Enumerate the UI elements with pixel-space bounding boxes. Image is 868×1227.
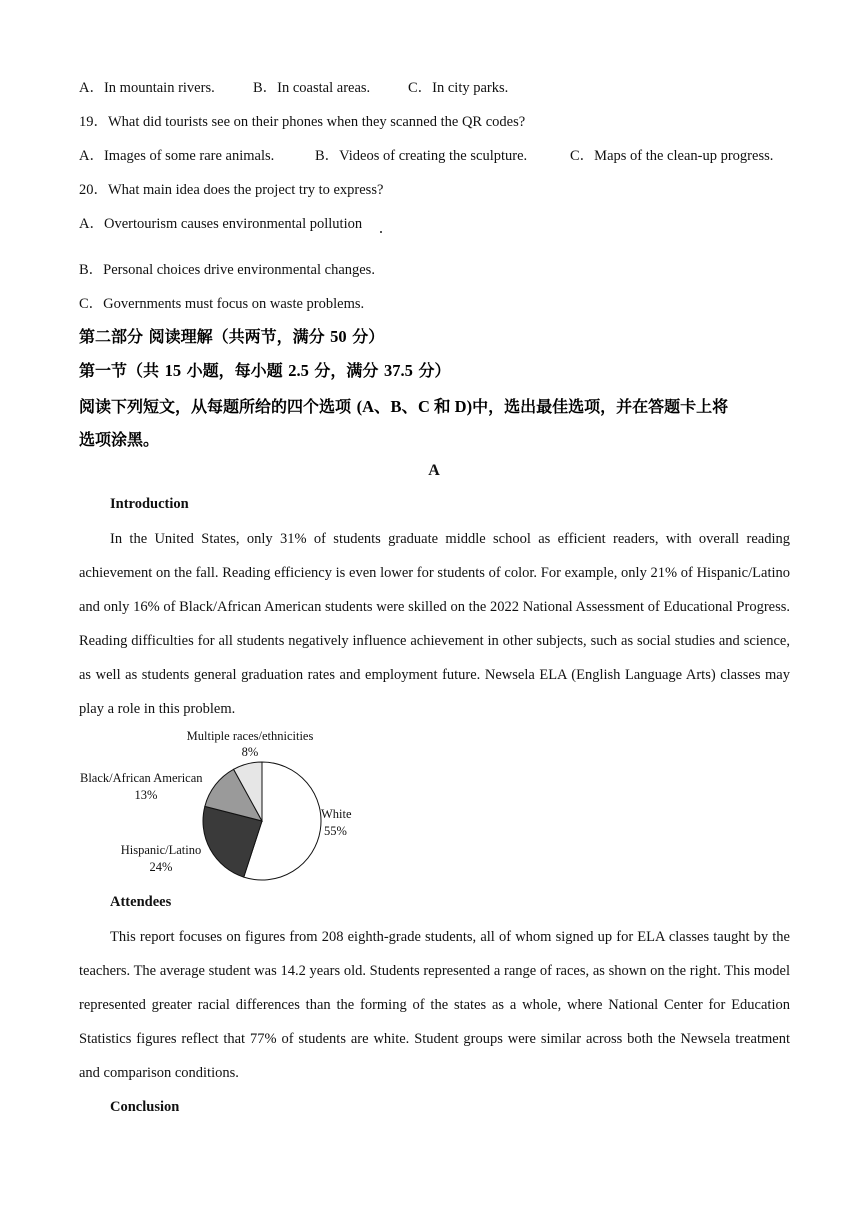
- slice-label-black: Black/African American: [80, 771, 203, 785]
- q18-option-c: C．In city parks.: [408, 80, 509, 96]
- introduction-paragraph: [79, 522, 790, 726]
- q20-option-c: C．Governments must focus on waste problems.: [79, 296, 365, 312]
- part-title: 第二部分 阅读理解（共两节，满分 50 分）: [79, 327, 385, 346]
- instruction-line-2: 选项涂黑。: [79, 430, 160, 449]
- introduction-text: In the United States, only 31% of students graduate middle school as efficient readers, with overall reading achievement on the fall. Reading efficiency is even lower for students of color. For example, only 21% of Hispanic/Latino and only 16% of Black/African American students were skilled on the 2022 National Assessment of Educational Progress. Reading difficulties for all students negatively influence achievement in other subjects, such as social studies and science, as well as students general graduation rates and employment future. Newsela ELA (English Language Arts) classes may play a role in this problem.: [79, 531, 790, 717]
- q18-option-a: A．In mountain rivers.: [79, 80, 215, 96]
- slice-value-white: 55%: [324, 824, 347, 838]
- q20-option-a: A．Overtourism causes environmental pollution: [79, 216, 363, 232]
- q19-question: 19．What did tourists see on their phones when they scanned the QR codes?: [79, 114, 526, 130]
- race-pie-chart: [76, 727, 376, 887]
- slice-label-hispanic: Hispanic/Latino: [120, 843, 202, 857]
- slice-label-white: White: [321, 807, 352, 821]
- attendees-paragraph: [79, 920, 790, 1090]
- q20-question: 20．What main idea does the project try to express?: [79, 182, 384, 198]
- slice-label-multiple: Multiple races/ethnicities: [186, 729, 314, 743]
- q18-option-b: B．In coastal areas.: [253, 80, 371, 96]
- instruction-line-1: 阅读下列短文，从每题所给的四个选项 (A、B、C 和 D)中，选出最佳选项，并在答题卡上将: [79, 397, 729, 416]
- slice-value-black: 13%: [134, 788, 158, 802]
- pie-slices: [203, 762, 321, 880]
- passage-label: A: [428, 462, 440, 479]
- q19-option-a: A．Images of some rare animals.: [79, 148, 275, 164]
- slice-value-multiple: 8%: [241, 745, 259, 759]
- section-title: 第一节（共 15 小题，每小题 2.5 分，满分 37.5 分）: [79, 361, 451, 380]
- q19-option-c: C．Maps of the clean-up progress.: [570, 148, 774, 164]
- introduction-heading: Introduction: [110, 496, 189, 512]
- stray-dot: [380, 231, 382, 233]
- q19-option-b: B．Videos of creating the sculpture.: [315, 148, 528, 164]
- attendees-text: This report focuses on figures from 208 eighth-grade students, all of whom signed up for ELA classes taught by the teachers. The average student was 14.2 years old. Students represented a range of races, as shown on the right. This model represented greater racial differences than the forming of the states as a whole, where National Center for Education Statistics figures reflect that 77% of students are white. Student groups were similar across both the Newsela treatment and comparison conditions.: [79, 929, 790, 1081]
- slice-value-hispanic: 24%: [149, 860, 173, 874]
- q20-option-b: B．Personal choices drive environmental changes.: [79, 262, 375, 278]
- attendees-heading: Attendees: [110, 894, 172, 910]
- conclusion-heading: Conclusion: [110, 1099, 180, 1115]
